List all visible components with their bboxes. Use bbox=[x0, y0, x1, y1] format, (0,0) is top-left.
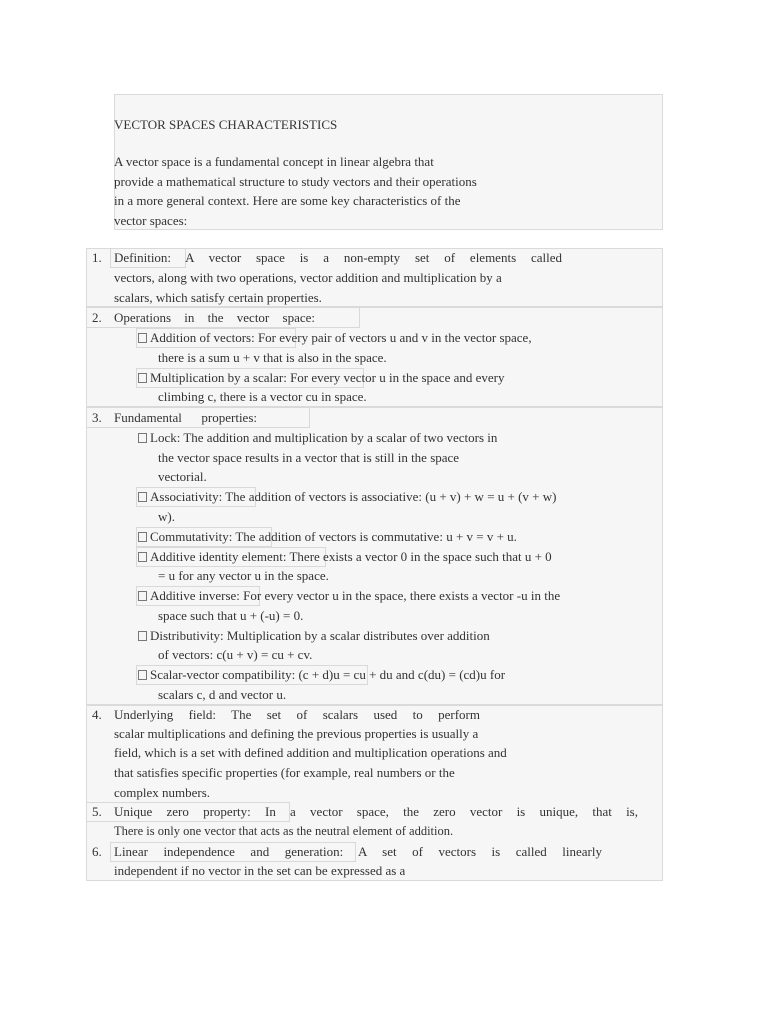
checkbox-glyph-icon bbox=[138, 532, 147, 542]
bullet-line: Additive identity element: There exists a vector 0 in the space such that u + 0 bbox=[138, 547, 552, 567]
bullet-line: the vector space results in a vector that is still in the space bbox=[158, 450, 460, 465]
bullet-line: Addition of vectors: For every pair of vectors u and v in the vector space, bbox=[138, 328, 532, 348]
checkbox-glyph-icon bbox=[138, 670, 147, 680]
bullet-line: there is a sum u + v that is also in the space. bbox=[158, 350, 387, 365]
item-line: Unique zero property: In a vector space, the zero vector is unique, that is, bbox=[114, 804, 638, 819]
item-line: Underlying field: The set of scalars used to perform bbox=[114, 707, 480, 722]
bullet-line: Additive inverse: For every vector u in the space, there exists a vector -u in the bbox=[138, 586, 560, 606]
checkbox-glyph-icon bbox=[138, 433, 147, 443]
item-line: complex numbers. bbox=[114, 785, 211, 800]
item-line: There is only one vector that acts as the neutral element of addition. bbox=[114, 824, 454, 838]
intro-line: A vector space is a fundamental concept in linear algebra that bbox=[114, 154, 434, 169]
item-line: Definition: A vector space is a non-empty set of elements called bbox=[114, 250, 562, 265]
bullet-line: of vectors: c(u + v) = cu + cv. bbox=[158, 647, 313, 662]
checkbox-glyph-icon bbox=[138, 492, 147, 502]
checkbox-glyph-icon bbox=[138, 373, 147, 383]
bullet-line: scalars c, d and vector u. bbox=[158, 687, 287, 702]
checkbox-glyph-icon bbox=[138, 333, 147, 343]
intro-line: vector spaces: bbox=[114, 213, 188, 228]
bullet-line: Associativity: The addition of vectors is associative: (u + v) + w = u + (v + w) bbox=[138, 487, 557, 507]
bullet-line: Scalar-vector compatibility: (c + d)u = cu + du and c(du) = (cd)u for bbox=[138, 665, 505, 685]
bullet-line: Multiplication by a scalar: For every vector u in the space and every bbox=[138, 368, 505, 388]
intro-line: provide a mathematical structure to study vectors and their operations bbox=[114, 174, 477, 189]
item-line: field, which is a set with defined addition and multiplication operations and bbox=[114, 745, 507, 760]
checkbox-glyph-icon bbox=[138, 591, 147, 601]
item-line: Operations in the vector space: bbox=[114, 310, 315, 325]
item-number: 1. bbox=[92, 250, 102, 265]
bullet-line: Distributivity: Multiplication by a scalar distributes over addition bbox=[138, 626, 490, 646]
item-line: Fundamental properties: bbox=[114, 410, 257, 425]
checkbox-glyph-icon bbox=[138, 631, 147, 641]
bullet-line: = u for any vector u in the space. bbox=[158, 568, 329, 583]
item-number: 3. bbox=[92, 410, 102, 425]
bullet-line: space such that u + (-u) = 0. bbox=[158, 608, 304, 623]
page-title: VECTOR SPACES CHARACTERISTICS bbox=[114, 117, 338, 132]
bullet-line: Commutativity: The addition of vectors is commutative: u + v = v + u. bbox=[138, 527, 517, 547]
item-number: 4. bbox=[92, 707, 102, 722]
bullet-line: w). bbox=[158, 509, 175, 524]
bullet-line: climbing c, there is a vector cu in space. bbox=[158, 389, 367, 404]
item-number: 6. bbox=[92, 844, 102, 859]
item-line: vectors, along with two operations, vector addition and multiplication by a bbox=[114, 270, 502, 285]
item-line: scalars, which satisfy certain properties. bbox=[114, 290, 322, 305]
item-number: 5. bbox=[92, 804, 102, 819]
intro-line: in a more general context. Here are some key characteristics of the bbox=[114, 193, 461, 208]
item-line: that satisfies specific properties (for example, real numbers or the bbox=[114, 765, 455, 780]
checkbox-glyph-icon bbox=[138, 552, 147, 562]
bullet-line: Lock: The addition and multiplication by a scalar of two vectors in bbox=[138, 428, 497, 448]
bullet-line: vectorial. bbox=[158, 469, 207, 484]
item-number: 2. bbox=[92, 310, 102, 325]
item-line: scalar multiplications and defining the previous properties is usually a bbox=[114, 726, 479, 741]
item-line: Linear independence and generation: A set of vectors is called linearly bbox=[114, 844, 602, 859]
item-line: independent if no vector in the set can be expressed as a bbox=[114, 863, 406, 878]
